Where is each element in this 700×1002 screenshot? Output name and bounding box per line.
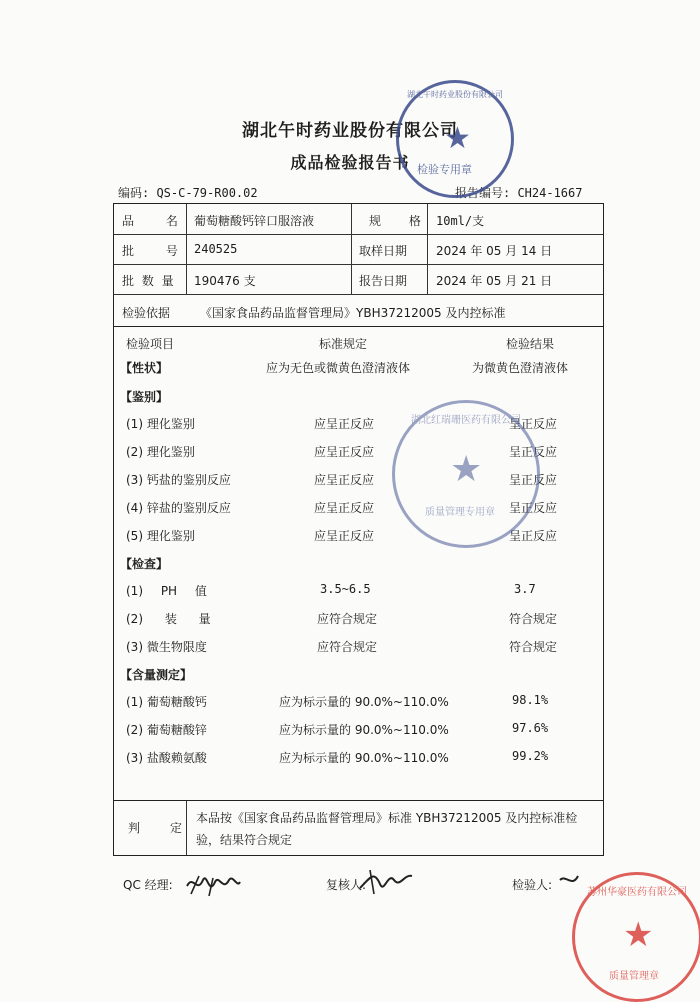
report-number: 报告编号: CH24-1667 — [455, 186, 583, 200]
result-cell: 99.2% — [512, 749, 549, 763]
spec-label: 规 格 — [369, 214, 433, 228]
standard-cell: 应为标示量的 90.0%~110.0% — [279, 751, 449, 765]
quantity-value: 190476 支 — [194, 274, 256, 288]
result-cell: 3.7 — [514, 582, 536, 596]
standard-cell: 3.5~6.5 — [320, 582, 371, 596]
standard-cell: 应呈正反应 — [314, 501, 375, 515]
seal-text: 湖北红瑞珊医药有限公司 — [411, 415, 521, 426]
basis-value: 《国家食品药品监督管理局》YBH37212005 及内控标准 — [200, 306, 506, 320]
batch-label: 批 号 — [122, 244, 192, 258]
reviewer-label: 复核人: — [326, 878, 367, 892]
product-label: 品 名 — [122, 214, 192, 228]
result-cell: 符合规定 — [509, 640, 558, 654]
quantity-label: 批 数 量 — [122, 274, 176, 288]
seal-sub-text: 质量管理章 — [609, 971, 659, 982]
item-cell: (2) 装 量 — [126, 612, 211, 626]
item-cell: (5) 理化鉴别 — [126, 529, 195, 543]
quality-seal-stamp: ★ 湖北红瑞珊医药有限公司 质量管理专用章 — [392, 400, 540, 548]
item-cell: (1) PH 值 — [126, 584, 207, 598]
standard-cell: 应为标示量的 90.0%~110.0% — [279, 723, 449, 737]
qc-manager-label: QC 经理: — [123, 878, 173, 892]
batch-value: 240525 — [194, 242, 238, 256]
product-value: 葡萄糖酸钙锌口服溶液 — [194, 214, 315, 228]
section-identification: 【鉴别】 — [120, 390, 169, 404]
sample-date-value: 2024 年 05 月 14 日 — [436, 244, 553, 258]
item-cell: (3) 钙盐的鉴别反应 — [126, 473, 231, 487]
seal-text: 苏州华豪医药有限公司 — [587, 887, 687, 898]
result-cell: 符合规定 — [509, 612, 558, 626]
section-assay: 【含量测定】 — [120, 668, 193, 682]
result-cell: 呈正反应 — [509, 445, 558, 459]
col-header-standard: 标准规定 — [319, 337, 368, 351]
result-cell: 97.6% — [512, 721, 549, 735]
result-cell: 呈正反应 — [509, 473, 558, 487]
result-cell: 呈正反应 — [509, 417, 558, 431]
inspector-label: 检验人: — [512, 878, 553, 892]
item-cell: (4) 锌盐的鉴别反应 — [126, 501, 231, 515]
result-cell: 为微黄色澄清液体 — [472, 361, 569, 375]
seal-text: 湖北午时药业股份有限公司 — [407, 90, 503, 99]
sample-date-label: 取样日期 — [359, 244, 408, 258]
seal-sub-text: 质量管理专用章 — [425, 507, 495, 518]
spec-value: 10ml/支 — [436, 214, 485, 228]
standard-cell: 应为无色或微黄色澄清液体 — [266, 361, 411, 375]
standard-cell: 应符合规定 — [317, 612, 378, 626]
report-date-value: 2024 年 05 月 21 日 — [436, 274, 553, 288]
item-cell: (1) 葡萄糖酸钙 — [126, 695, 207, 709]
item-cell: (3) 盐酸赖氨酸 — [126, 751, 207, 765]
qc-manager-signature — [183, 866, 243, 900]
reviewer-signature — [356, 864, 416, 898]
conclusion-text: 本品按《国家食品药品监督管理局》标准 YBH37212005 及内控标准检验，结果符合规定 — [196, 811, 578, 847]
results-area — [113, 327, 604, 800]
red-quality-seal-stamp: ★ 苏州华豪医药有限公司 质量管理章 — [572, 872, 700, 1002]
company-name: 湖北午时药业股份有限公司 — [242, 121, 458, 141]
item-cell: (2) 理化鉴别 — [126, 445, 195, 459]
standard-cell: 应呈正反应 — [314, 417, 375, 431]
standard-cell: 应符合规定 — [317, 640, 378, 654]
basis-label: 检验依据 — [122, 306, 171, 320]
standard-cell: 应呈正反应 — [314, 473, 375, 487]
col-header-result: 检验结果 — [506, 337, 555, 351]
conclusion-box — [113, 800, 604, 856]
standard-cell: 应呈正反应 — [314, 445, 375, 459]
conclusion-label: 判定 — [128, 821, 213, 835]
standard-cell: 应呈正反应 — [314, 529, 375, 543]
section-inspection: 【检查】 — [120, 557, 169, 571]
info-table — [113, 203, 604, 327]
result-cell: 98.1% — [512, 693, 549, 707]
result-cell: 呈正反应 — [509, 529, 558, 543]
col-header-item: 检验项目 — [126, 337, 175, 351]
section-appearance: 【性状】 — [120, 361, 169, 375]
result-cell: 呈正反应 — [509, 501, 558, 515]
report-date-label: 报告日期 — [359, 274, 408, 288]
seal-sub-text: 检验专用章 — [417, 163, 472, 176]
report-title: 成品检验报告书 — [290, 153, 410, 172]
item-cell: (3) 微生物限度 — [126, 640, 207, 654]
document-code: 编码: QS-C-79-R00.02 — [118, 186, 258, 200]
standard-cell: 应为标示量的 90.0%~110.0% — [279, 695, 449, 709]
item-cell: (2) 葡萄糖酸锌 — [126, 723, 207, 737]
inspection-seal-stamp: ★ 检验专用章 湖北午时药业股份有限公司 — [396, 80, 514, 198]
item-cell: (1) 理化鉴别 — [126, 417, 195, 431]
